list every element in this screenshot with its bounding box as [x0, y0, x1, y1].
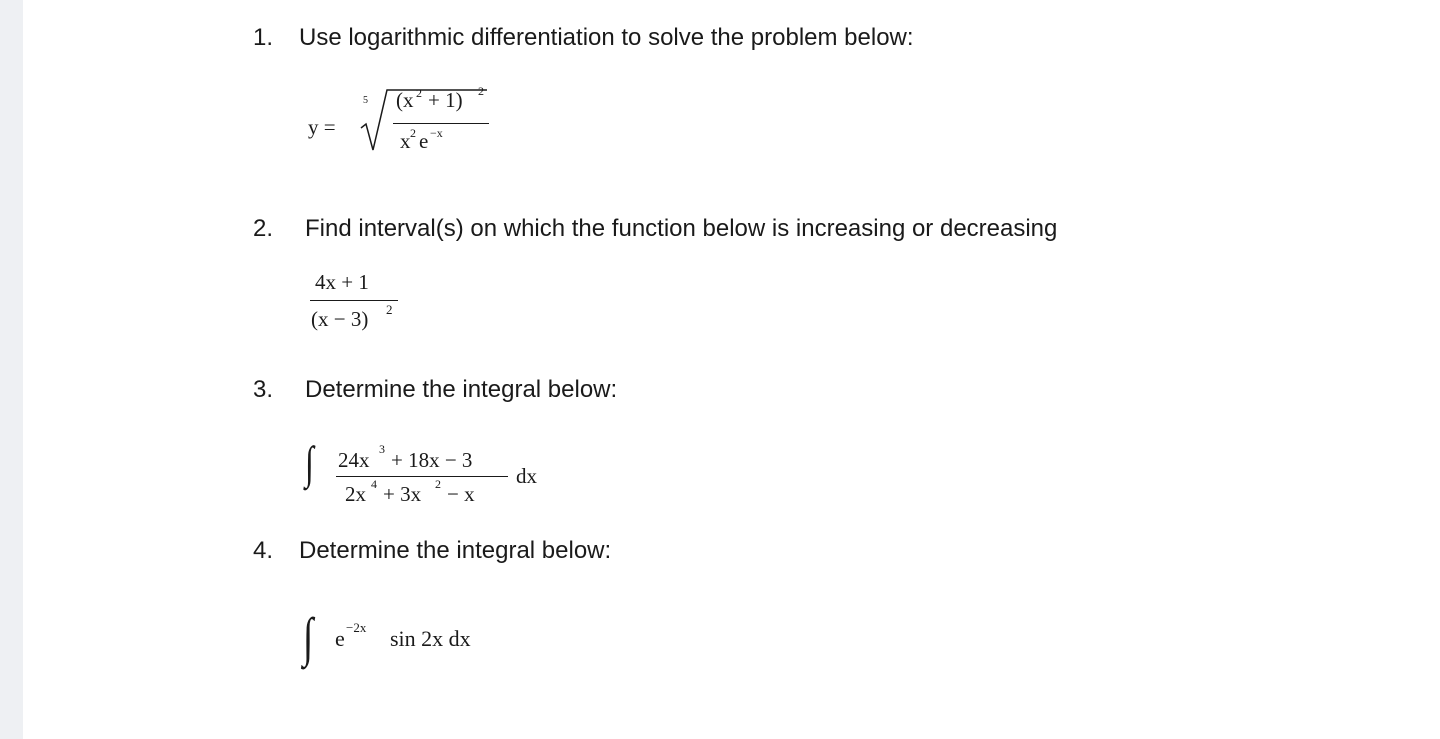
question-2-text: Find interval(s) on which the function below is increasing or decreasing [305, 215, 1058, 242]
document-page [23, 0, 1440, 739]
q2-denominator: (x − 3) [311, 307, 369, 331]
q1-denominator-sup1: 2 [410, 126, 416, 140]
question-1-text: Use logarithmic differentiation to solve the problem below: [299, 24, 914, 51]
q4-integral-sign: ∫ [303, 607, 314, 667]
q2-fraction-bar [310, 300, 398, 301]
q3-den-a: 2x [345, 482, 366, 506]
q3-integral-sign: ∫ [305, 437, 314, 488]
q2-denominator-sup: 2 [386, 302, 393, 317]
question-4-number: 4. [253, 537, 274, 564]
question-3-text: Determine the integral below: [305, 376, 618, 403]
q3-den-a-sup: 4 [371, 477, 377, 491]
q4-base: e [335, 626, 345, 651]
question-4-text: Determine the integral below: [299, 537, 612, 564]
question-3-number: 3. [253, 376, 274, 403]
q1-denominator-e: e [419, 129, 429, 153]
q1-numerator-sup2: 2 [478, 84, 484, 98]
q3-num-a: 24x [338, 448, 370, 472]
q3-den-b: + 3x [383, 482, 422, 506]
question-1-number: 1. [253, 24, 274, 51]
q3-den-rest: − x [447, 482, 475, 506]
q3-fraction-bar [336, 476, 508, 477]
q1-denominator-sup2: −x [430, 126, 443, 140]
q3-den-b-sup: 2 [435, 477, 441, 491]
q1-root-index: 5 [363, 95, 368, 106]
q3-num-rest: + 18x − 3 [391, 448, 473, 472]
question-2-number: 2. [253, 215, 274, 242]
q1-numerator-sup1: 2 [416, 86, 422, 100]
q1-denominator-x: x [400, 129, 411, 153]
q1-lhs: y = [308, 115, 336, 139]
q1-fraction-bar [393, 123, 489, 124]
q4-rest: sin 2x dx [390, 626, 471, 651]
left-gutter [0, 0, 23, 739]
q3-num-a-sup: 3 [379, 442, 385, 456]
q2-numerator: 4x + 1 [315, 270, 369, 294]
q4-base-sup: −2x [346, 620, 367, 635]
q1-numerator-base: (x [396, 88, 414, 112]
q3-dx: dx [516, 464, 537, 488]
q1-numerator-rest: + 1) [428, 88, 463, 112]
